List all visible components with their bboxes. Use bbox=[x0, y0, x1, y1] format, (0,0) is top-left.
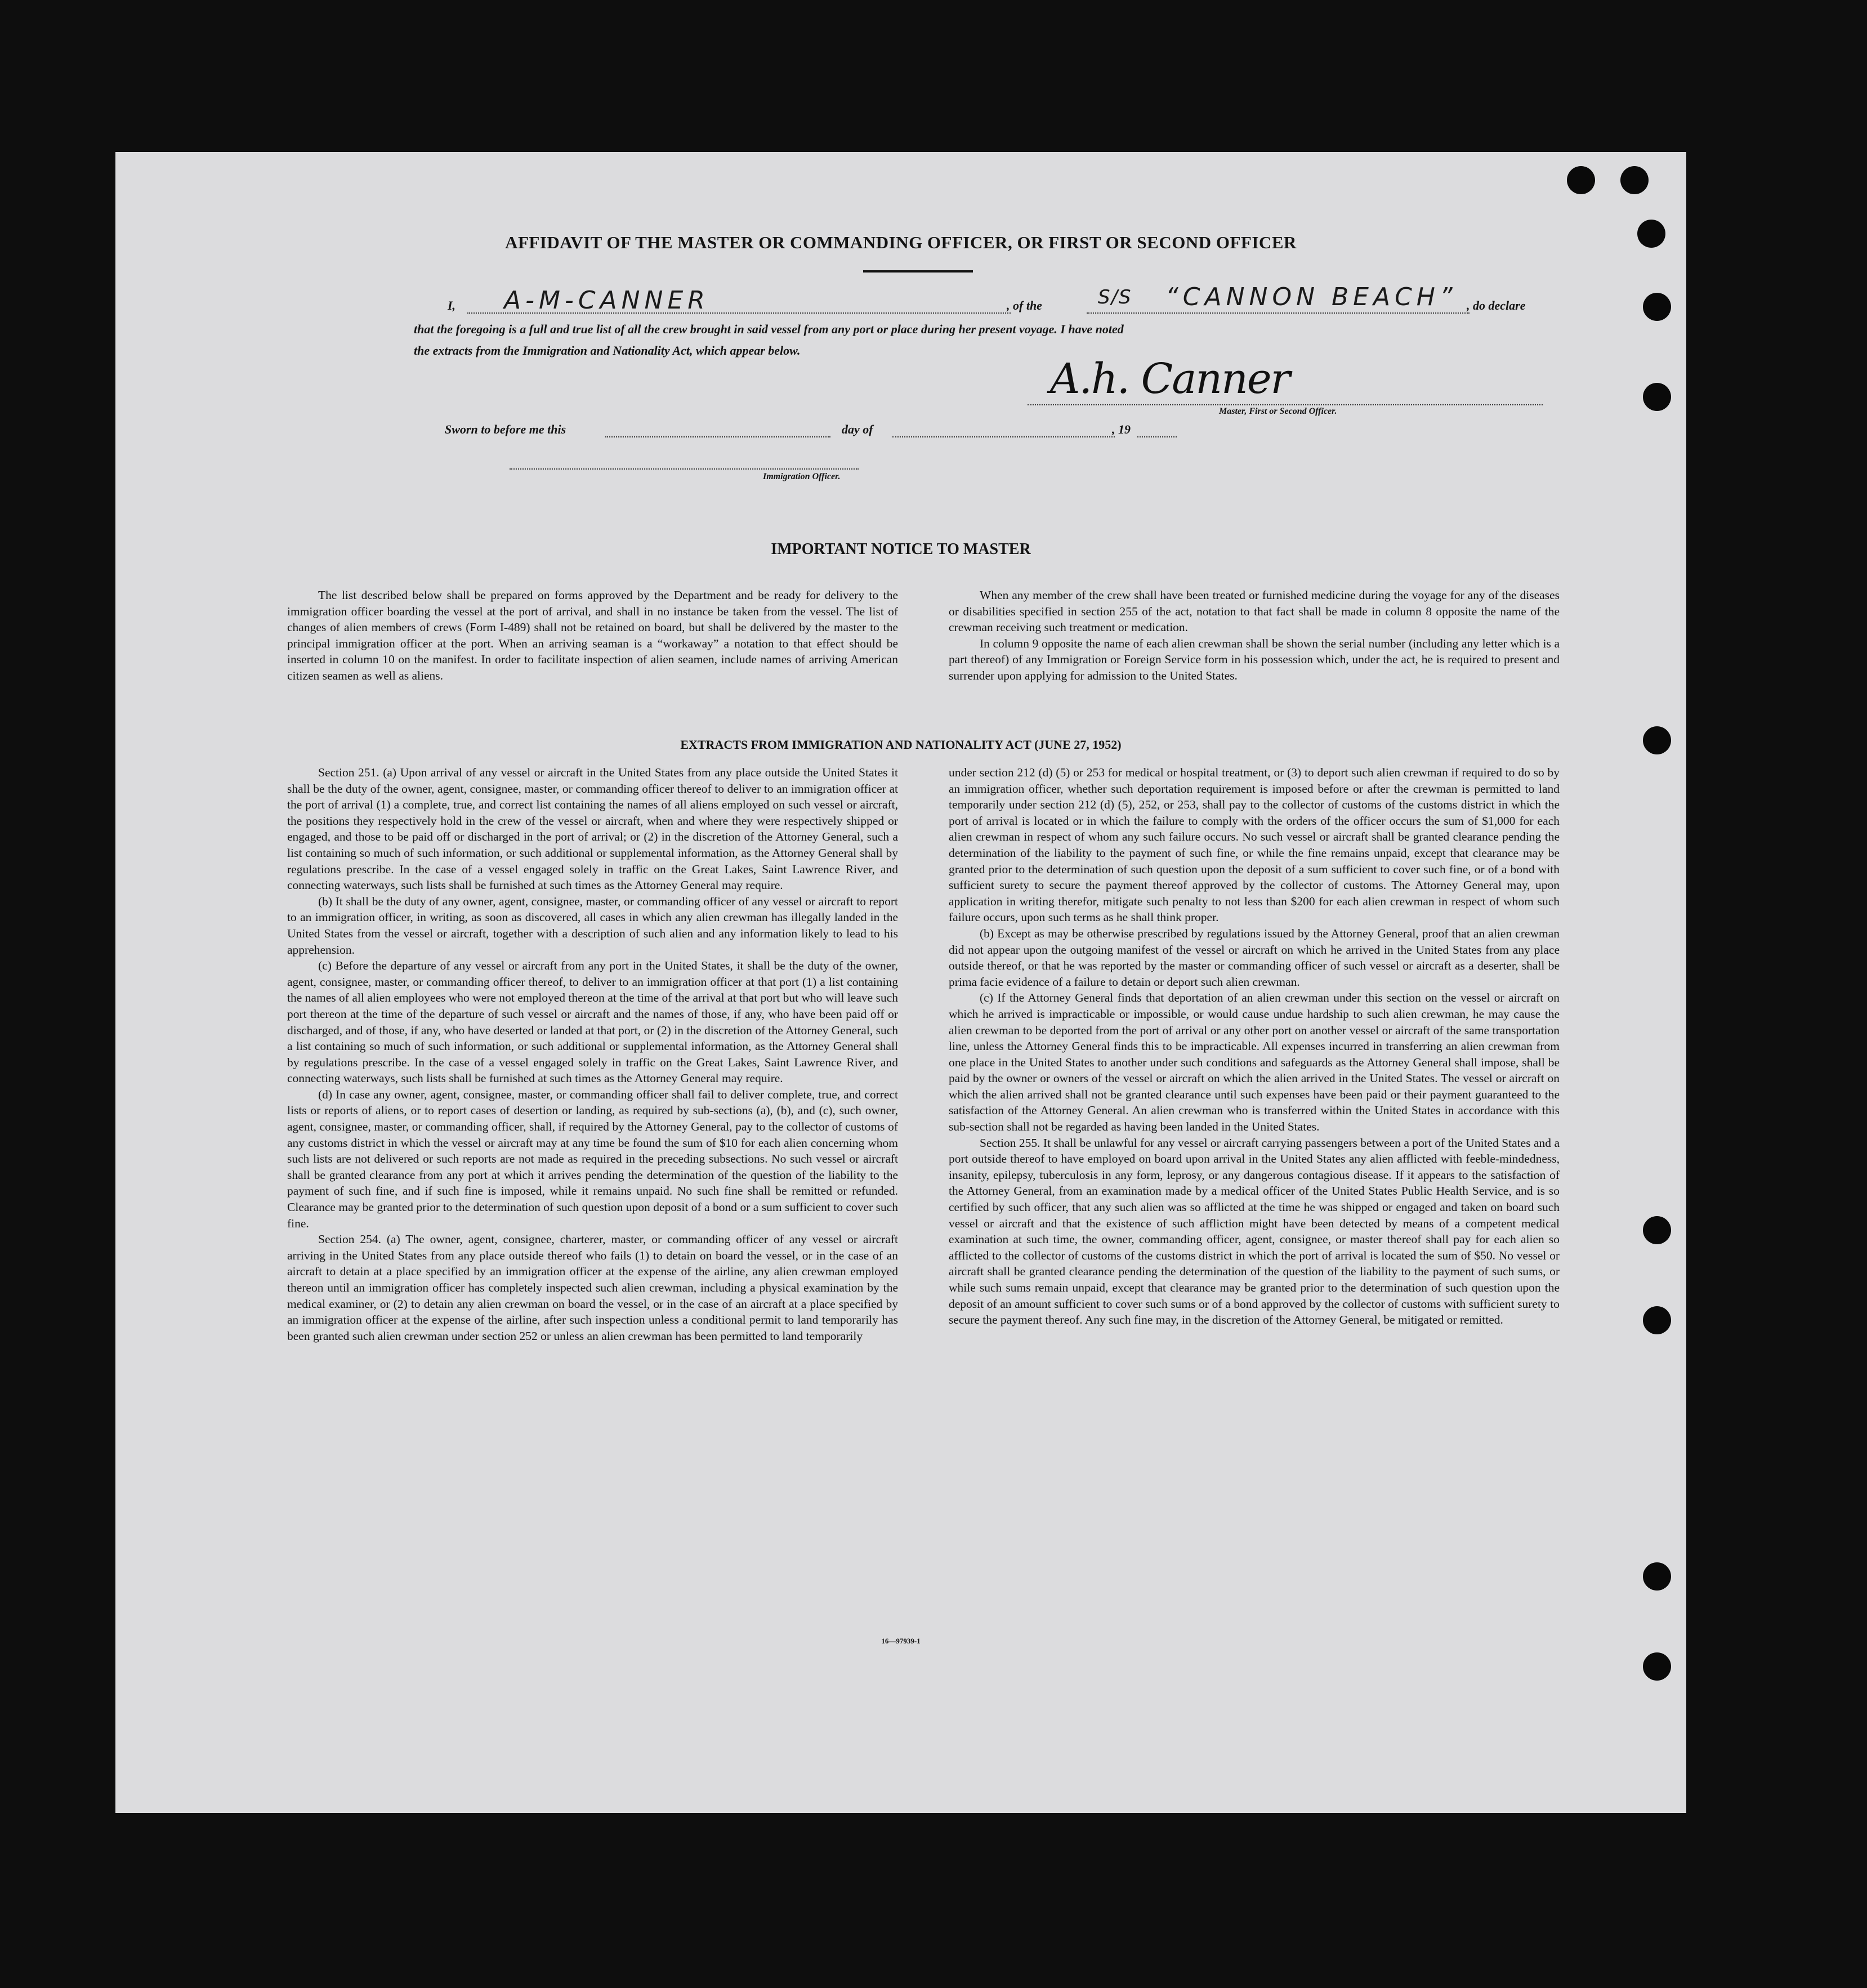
day-of-label: day of bbox=[842, 422, 873, 436]
punch-hole bbox=[1643, 383, 1671, 411]
notice-left-column bbox=[287, 587, 898, 684]
affidavit-title: AFFIDAVIT OF THE MASTER OR COMMANDING OFFICER, OR FIRST OR SECOND OFFICER bbox=[505, 233, 1297, 252]
punch-hole bbox=[1643, 1306, 1671, 1334]
affidavit-line-3: the extracts from the Immigration and Nationality Act, which appear below. bbox=[414, 343, 801, 358]
sworn-label: Sworn to before me this bbox=[445, 422, 566, 436]
do-declare-label: , do declare bbox=[1467, 298, 1526, 312]
punch-hole bbox=[1643, 1216, 1671, 1244]
notice-left-text: The list described below shall be prepared on forms approved by the Department and be ready for delivery to the immigration officer boarding the vessel at the port of arrival, and shall in no instance be taken from the vessel. The list of changes of alien members of crews (Form I-489) shall not be retained on board, but shall be delivered by the master to the principal immigration officer at the port. When an arriving seaman is a “workaway” a notation to that effect should be inserted in column 10 on the manifest. In order to facilitate inspection of alien seamen, include names of arriving American citizen seamen as well as aliens. bbox=[287, 588, 898, 682]
sworn-day-line bbox=[605, 436, 830, 437]
immigration-officer-line bbox=[510, 468, 859, 470]
extract-paragraph: Section 251. (a) Upon arrival of any vessel or aircraft in the United States from any place outside the United States it shall be the duty of the owner, agent, consignee, master, or commanding officer thereof to deliver to an immigration officer at the port of arrival (1) a complete, true, and correct list containing the names of all aliens employed on such vessel or aircraft, the positions they respectively hold in the crew of the vessel or aircraft, when and where they were respectively shipped or engaged, and those to be paid off or discharged in the port of arrival; or (2) in the discretion of the Attorney General, such a list containing so much of such information, or such additional or supplemental information, as the Attorney General shall by regulations prescribe. In the case of a vessel engaged solely in traffic on the Great Lakes, Saint Lawrence River, and connecting waterways, such lists shall be furnished at such times as the Attorney General may require. bbox=[287, 766, 898, 892]
punch-hole bbox=[1643, 293, 1671, 321]
master-name: A-M-CANNER bbox=[504, 286, 709, 315]
extract-paragraph: under section 212 (d) (5) or 253 for medical or hospital treatment, or (3) to deport such alien crewman if required to do so by an immigration officer, whether such deportation requirement is imposed before or after the crewman is permitted to land temporarily under section 212 (d) (5), 252, or 253, shall pay to the collector of customs of the customs district in which the port of arrival is located or in which the failure to comply with the orders of the officer occurs the sum of $1,000 for each alien crewman in respect of whom any such failure occurs. No such vessel or aircraft shall be granted clearance pending the determination of the liability to the payment of such fine, or while the fine remains unpaid, except that clearance may be granted prior to the determination of such question upon the deposit of a sum sufficient to cover such fine, or of a bond with sufficient surety to secure the payment thereof approved by the collector of customs. The Attorney General may, upon application in writing therefor, mitigate such penalty to not less than $200 for each alien crewman in respect of whom such failure occurs, upon such terms as he shall think proper. bbox=[949, 766, 1560, 924]
title-underline bbox=[863, 270, 973, 272]
notice-right-text-1: When any member of the crew shall have been treated or furnished medicine during the voyage for any of the diseases or disabilities specified in section 255 of the act, notation to that fact shall be made in column 8 opposite the name of the crewman receiving such treatment or medication. bbox=[949, 588, 1560, 635]
vessel-name-line bbox=[1087, 312, 1470, 314]
extracts-left-column bbox=[287, 765, 898, 1344]
immigration-officer-caption: Immigration Officer. bbox=[763, 472, 841, 481]
i-label: I, bbox=[448, 298, 456, 312]
vessel-prefix: S/S bbox=[1098, 286, 1132, 309]
punch-hole bbox=[1567, 166, 1595, 194]
notice-right-text-2: In column 9 opposite the name of each alien crewman shall be shown the serial number (including any letter which is a part thereof) of any Immigration or Foreign Service form in his possession which, under the act, he is required to present and surrender upon applying for admission to the United States. bbox=[949, 636, 1560, 682]
form-code: 16—97939-1 bbox=[881, 1637, 921, 1645]
extract-paragraph: (c) If the Attorney General finds that deportation of an alien crewman under this section on the vessel or aircraft on which he arrived is impracticable or impossible, or would cause undue hardship to such alien crewman, he may cause the alien crewman to be deported from the port of arrival or any other port on another vessel or aircraft of the same transportation line, unless the Attorney General finds this to be impracticable. All expenses incurred in transferring an alien crewman from one place in the United States to another under such conditions and safeguards as the Attorney General shall impose, shall be paid by the owner or owners of the vessel or aircraft on which the alien arrived in the United States. The vessel or aircraft on which the alien arrived shall not be granted clearance until such expenses have been paid or their payment guaranteed to the satisfaction of the Attorney General. An alien crewman who is transferred within the United States in accordance with this sub-section shall not be regarded as having been landed in the United States. bbox=[949, 991, 1560, 1134]
punch-hole bbox=[1643, 1562, 1671, 1591]
signature-caption: Master, First or Second Officer. bbox=[1219, 406, 1337, 416]
of-the-label: , of the bbox=[1007, 298, 1042, 312]
extract-paragraph: (c) Before the departure of any vessel or aircraft from any port in the United States, it shall be the duty of the owner, agent, consignee, master, or commanding officer thereof, to deliver to an immigration officer at that port (1) a list containing the names of all alien employees who were not employed thereon at the time of the arrival at that port but who will leave such port thereon at the time of the departure of such vessel or aircraft and the names of those, if any, who have been paid off or discharged, and of those, if any, who have deserted or landed at that port, or (2) in the discretion of the Attorney General, such a list containing so much of such information, or such additional or supplemental information, as the Attorney General shall by regulations prescribe. In the case of a vessel engaged solely in traffic on the Great Lakes, Saint Lawrence River, and connecting waterways, such lists shall be furnished at such times as the Attorney General may require. bbox=[287, 959, 898, 1085]
notice-right-column bbox=[949, 587, 1560, 684]
notice-title: IMPORTANT NOTICE TO MASTER bbox=[771, 540, 1031, 558]
master-signature: A.h. Canner bbox=[1050, 355, 1289, 403]
sworn-month-line bbox=[892, 436, 1115, 437]
extracts-title: EXTRACTS FROM IMMIGRATION AND NATIONALITY ACT (JUNE 27, 1952) bbox=[680, 738, 1122, 752]
extract-paragraph: Section 255. It shall be unlawful for any vessel or aircraft carrying passengers between a port of the United States and a port outside thereof to have employed on board upon arrival in the United States any alien afflicted with feeble-mindedness, insanity, epilepsy, tuberculosis in any form, leprosy, or any dangerous contagious disease. If it appears to the satisfaction of the Attorney General, from an examination made by a medical officer of the United States Public Health Service, and is so certified by such officer, that any such alien was so afflicted at the time he was shipped or engaged and taken on board such vessel or aircraft and that the existence of such affliction might have been detected by means of a competent medical examination at such time, the owner, commanding officer, agent, consignee, or master thereof shall pay for each alien so afflicted to the collector of customs of the customs district in which the port of arrival is located the sum of $50. No vessel or aircraft shall be granted clearance pending the determination of the question of the liability to the payment of such sums, or while such sums remain unpaid, except that clearance may be granted prior to the determination of such question upon the deposit of an amount sufficient to cover such sums or of a bond approved by the collector of customs with sufficient surety to secure the payment thereof. Any such fine may, in the discretion of the Attorney General, be mitigated or remitted. bbox=[949, 1136, 1560, 1327]
extract-paragraph: (b) Except as may be otherwise prescribed by regulations issued by the Attorney General, proof that an alien crewman did not appear upon the outgoing manifest of the vessel or aircraft on which he arrived in the United States from any place outside thereof, or that he was reported by the master or commanding officer of such vessel or aircraft as a deserter, shall be prima facie evidence of a failure to detain or deport such alien crewman. bbox=[949, 926, 1560, 989]
vessel-name: “CANNON BEACH” bbox=[1165, 283, 1457, 311]
punch-hole bbox=[1620, 166, 1649, 194]
extracts-right-column bbox=[949, 765, 1560, 1328]
sworn-year-line bbox=[1137, 436, 1177, 437]
punch-hole bbox=[1643, 1652, 1671, 1681]
year-label: , 19 bbox=[1112, 422, 1131, 436]
signature-line bbox=[1028, 404, 1543, 405]
affidavit-line-2: that the foregoing is a full and true list of all the crew brought in said vessel from any port or place during her present voyage. I have noted bbox=[414, 322, 1124, 336]
extract-paragraph: (d) In case any owner, agent, consignee, master, or commanding officer shall fail to deliver complete, true, and correct lists or reports of aliens, or to report cases of desertion or landing, as required by sub-sections (a), (b), and (c), such owner, agent, consignee, master, or commanding officer, shall, if required by the Attorney General, pay to the collector of customs of any customs district in which the vessel or aircraft may at any time be found the sum of $10 for each alien concerning whom such lists are not delivered or such reports are not made as required in the preceding subsections. No such vessel or aircraft shall be granted clearance from any port at which it arrives pending the determination of the question of the liability to the payment of such fine, and if such fine is imposed, while it remains unpaid. No such fine shall be remitted or refunded. Clearance may be granted prior to the determination of such question upon deposit of a bond or a sum sufficient to cover such fine. bbox=[287, 1087, 898, 1230]
extract-paragraph: Section 254. (a) The owner, agent, consignee, charterer, master, or commanding officer of any vessel or aircraft arriving in the United States from any place outside thereof who fails (1) to detain on board the vessel, or in the case of an aircraft to detain at a place specified by an immigration officer at the expense of the airline, any alien crewman employed thereon until an immigration officer has completely inspected such alien crewman, including a physical examination by the medical examiner, or (2) to detain any alien crewman on board the vessel, or in the case of an aircraft at a place specified by an immigration officer at the expense of the airline, after such inspection unless a conditional permit to land temporarily has been granted such alien crewman under section 252 or unless an alien crewman has been permitted to land temporarily bbox=[287, 1232, 898, 1343]
document-page bbox=[115, 152, 1686, 1813]
extract-paragraph: (b) It shall be the duty of any owner, agent, consignee, master, or commanding officer of any vessel or aircraft to report to an immigration officer, in writing, as soon as discovered, all cases in which any alien crewman has illegally landed in the United States from the vessel or aircraft, together with a description of such alien and any information likely to lead to his apprehension. bbox=[287, 894, 898, 957]
